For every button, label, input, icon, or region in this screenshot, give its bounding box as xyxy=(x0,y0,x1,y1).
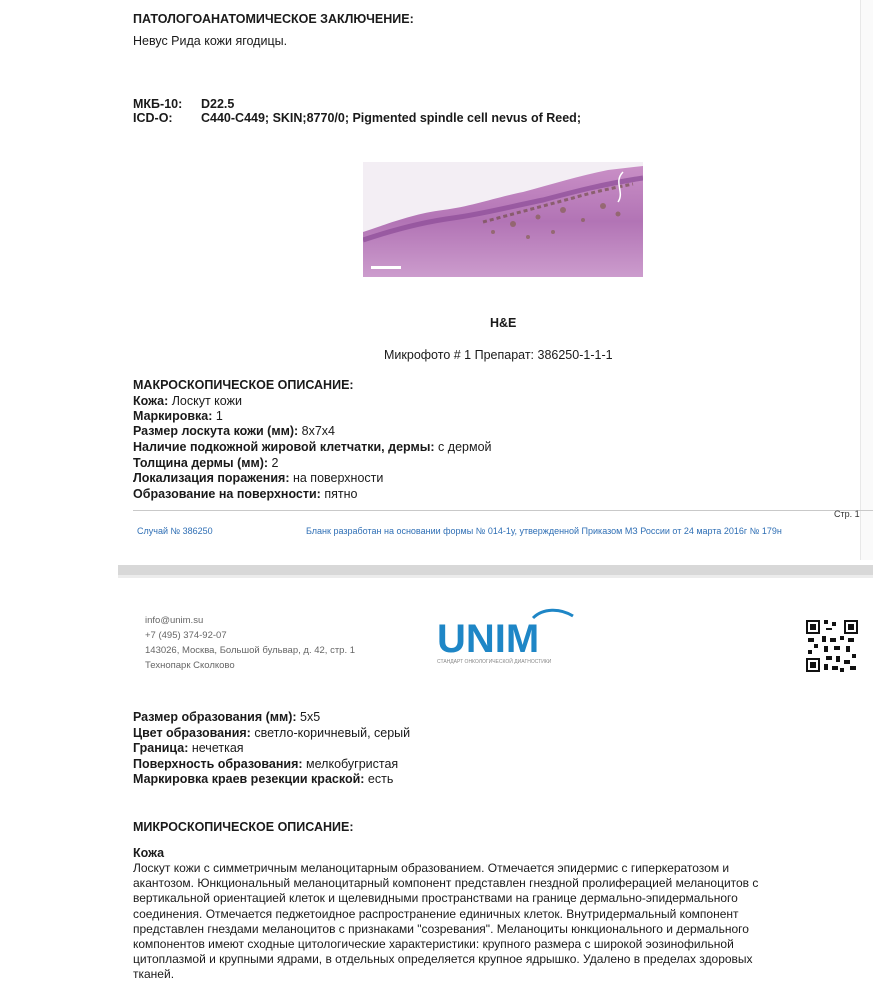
macro-heading: МАКРОСКОПИЧЕСКОЕ ОПИСАНИЕ: xyxy=(133,378,354,392)
macro2-item: Граница: нечеткая xyxy=(133,741,244,755)
micro-text xyxy=(133,861,853,983)
micro-subheading: Кожа xyxy=(133,846,165,860)
micrograph-caption: Микрофото # 1 Препарат: 386250-1-1-1 xyxy=(384,348,613,362)
micro-line: вертикальной ориентацией клеток и щелевидными пространствами на границе дермально-эпидермального xyxy=(133,891,738,906)
micro-line: тканей. xyxy=(133,967,175,982)
macro-item: Маркировка: 1 xyxy=(133,409,223,423)
micro-line: представлен гнездами меланоцитов с признаками "созревания". Меланоциты юнкционального и дермального xyxy=(133,921,749,936)
stain-label: H&E xyxy=(490,316,517,330)
page-break xyxy=(118,565,873,575)
mkb-value: D22.5 xyxy=(201,97,235,111)
contact-address: 143026, Москва, Большой бульвар, д. 42, стр. 1 xyxy=(145,645,356,656)
case-number: Случай № 386250 xyxy=(137,526,213,536)
micrograph-image xyxy=(363,162,643,277)
macro2-item: Цвет образования: светло-коричневый, серый xyxy=(133,726,411,740)
macro2-item: Поверхность образования: мелкобугристая xyxy=(133,757,399,771)
page-break-shadow xyxy=(118,575,873,578)
svg-text:UNIM: UNIM xyxy=(437,617,540,661)
contact-email: info@unim.su xyxy=(145,615,204,626)
macro-item: Образование на поверхности: пятно xyxy=(133,487,358,501)
page-edge xyxy=(860,0,873,560)
unim-logo xyxy=(435,608,580,670)
mkb-label: МКБ-10: xyxy=(133,97,183,111)
macro-item: Локализация поражения: на поверхности xyxy=(133,471,384,485)
micro-heading: МИКРОСКОПИЧЕСКОЕ ОПИСАНИЕ: xyxy=(133,820,354,834)
macro2-item: Размер образования (мм): 5х5 xyxy=(133,710,321,724)
micro-line: компонентов имеют сходные цитологические характеристики: крупного размера с широкой эозинофильной xyxy=(133,937,734,952)
logo-tagline: СТАНДАРТ ОНКОЛОГИЧЕСКОЙ ДИАГНОСТИКИ xyxy=(437,659,552,665)
micro-line: Лоскут кожи с симметричным меланоцитарным образованием. Отмечается эпидермис с гиперкератозом и xyxy=(133,861,730,875)
qr-code[interactable] xyxy=(806,620,858,672)
macro-item: Толщина дермы (мм): 2 xyxy=(133,456,279,470)
footer-divider xyxy=(133,510,873,511)
macro-item: Размер лоскута кожи (мм): 8х7х4 xyxy=(133,424,335,438)
icdo-value: C440-C449; SKIN;8770/0; Pigmented spindle cell nevus of Reed; xyxy=(201,111,581,125)
icdo-label: ICD-O: xyxy=(133,111,173,125)
micro-line: соединения. Отмечается педжетоидное распространение единичных клеток. Внутридермальный компонент xyxy=(133,906,739,921)
macro-item: Наличие подкожной жировой клетчатки, дермы: с дермой xyxy=(133,440,492,454)
conclusion-text: Невус Рида кожи ягодицы. xyxy=(133,34,288,48)
contact-phone: +7 (495) 374-92-07 xyxy=(145,630,227,641)
micro-line: цитоплазмой и крупными ядрами, в отдельных определяется крупное ядрышко. Удалено в пределах здоровых xyxy=(133,952,753,967)
macro2-item: Маркировка краев резекции краской: есть xyxy=(133,772,394,786)
macro-item: Кожа: Лоскут кожи xyxy=(133,394,242,408)
page-number: Стр. 1 xyxy=(834,509,860,519)
form-note: Бланк разработан на основании формы № 014-1у, утвержденной Приказом МЗ России от 24 марта 2016г № 179н xyxy=(306,526,782,536)
conclusion-heading: ПАТОЛОГОАНАТОМИЧЕСКОЕ ЗАКЛЮЧЕНИЕ: xyxy=(133,12,414,26)
contact-park: Технопарк Сколково xyxy=(145,660,235,671)
micro-line: акантозом. Юнкциональный меланоцитарный компонент представлен гнездной пролиферацией меланоцитов с xyxy=(133,876,759,891)
